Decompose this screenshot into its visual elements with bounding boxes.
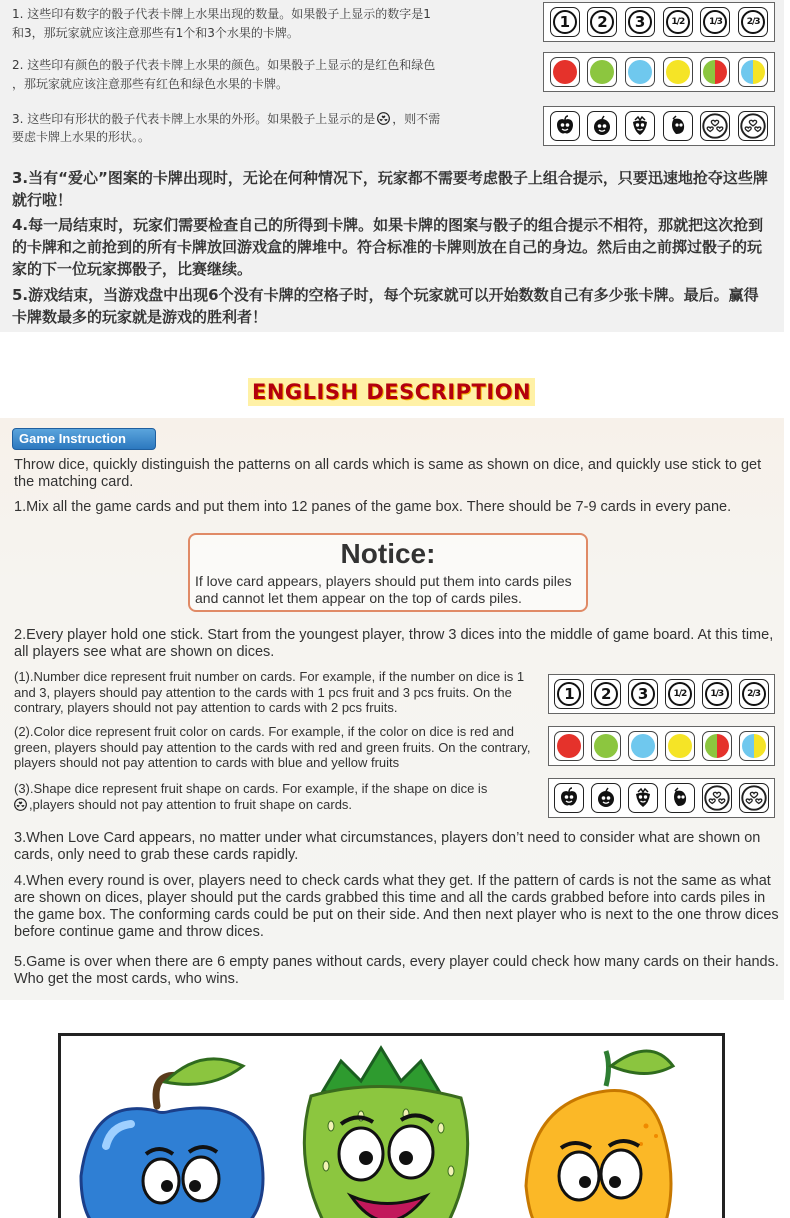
fraction-die: 1/2: [665, 679, 695, 709]
cn-paragraph-5: 5.游戏结束，当游戏盘中出现6个没有卡牌的空格子时，每个玩家就可以开始数数自己有多少张卡牌。最后。赢得卡牌数最多的玩家就是游戏的胜利者！: [12, 286, 759, 326]
orange-face-icon: [587, 111, 617, 141]
fruit-characters-illustration: [58, 1033, 725, 1218]
notice-text: If love card appears, players should put them into cards piles and cannot let them appear on the top of cards piles.: [195, 573, 572, 606]
blue-yellow-die: [738, 57, 768, 87]
number-die: 3: [625, 7, 655, 37]
cn-line-3a-text: 3. 这些印有形状的骰子代表卡牌上水果的外形。如果骰子上显示的是: [12, 112, 376, 126]
fraction-die: 1/3: [702, 679, 732, 709]
chinese-instructions: [0, 0, 784, 332]
sub-step-3-text-a: (3).Shape dice represent fruit shape on cards. For example, if the shape on dice is: [14, 781, 488, 796]
notice-box: [188, 533, 588, 612]
love-card-icon: [700, 111, 730, 141]
cn-line-1b: 和3，那玩家就应该注意那些有1个和3个水果的卡牌。: [12, 26, 299, 40]
cn-line-2a: 2. 这些印有颜色的骰子代表卡牌上水果的颜色。如果骰子上显示的是红色和绿色: [12, 58, 436, 72]
cn-paragraph-4: 4.每一局结束时，玩家们需要检查自己的所得到卡牌。如果卡牌的图案与骰子的组合提示不相符，那就把这次抢到的卡牌和之前抢到的所有卡牌放回游戏盒的牌堆中。符合标准的卡牌则放在自己的身边。然后由之前掷过骰子的玩家的下一位玩家掷骰子，比赛继续。: [12, 216, 764, 278]
number-die: 2: [587, 7, 617, 37]
number-dice-row: [543, 2, 775, 42]
game-instruction-badge: Game Instruction: [12, 428, 156, 450]
love-card-icon: [738, 111, 768, 141]
cn-line-2b: ，那玩家就应该注意那些有红色和绿色水果的卡牌。: [12, 77, 289, 91]
orange-face-icon: [591, 783, 621, 813]
green-die: [591, 731, 621, 761]
cn-line-3a-end: ，则不需: [392, 112, 441, 126]
red-die: [550, 57, 580, 87]
number-die: 2: [591, 679, 621, 709]
step-3: 3.When Love Card appears, no matter under what circumstances, players don’t need to consider what are shown on cards, only need to grab these cards rapidly.: [14, 830, 761, 863]
cn-paragraph-3: 3.当有“爱心”图案的卡牌出现时，无论在何种情况下，玩家都不需要考虑骰子上组合提示，只要迅速地抢夺这些牌就行啦！: [12, 169, 768, 209]
step-5: 5.Game is over when there are 6 empty panes without cards, every player could check how many cards on their hands. Who get the most cards, who wins.: [14, 954, 779, 987]
eggplant-face-icon: [663, 111, 693, 141]
step-2: 2.Every player hold one stick. Start from the youngest player, throw 3 dices into the middle of game board. At this time, all players see what are shown on dices.: [14, 627, 774, 660]
english-description-banner: ENGLISH DESCRIPTION: [248, 378, 535, 406]
apple-face-icon: [554, 783, 584, 813]
shape-dice-row: [543, 106, 775, 146]
green-strawberry-character: [304, 1048, 467, 1218]
sub-step-2-color-dice: (2).Color dice represent fruit color on cards. For example, if the color on dice is red and green, players should pay attention to the cards with red and green fruits. On the contrary, players should not pay attention to cards with blue and yellow fruits: [14, 724, 531, 770]
color-dice-row: [548, 726, 775, 766]
shape-dice-row: [548, 778, 775, 818]
cn-line-3b: 要虑卡牌上水果的形状。。: [12, 130, 151, 144]
number-die: 1: [550, 7, 580, 37]
color-dice-row: [543, 52, 775, 92]
notice-title: Notice:: [340, 538, 436, 569]
love-dice-icon: [377, 112, 390, 131]
love-card-icon: [702, 783, 732, 813]
blue-apple-character: [81, 1059, 263, 1218]
strawberry-face-icon: [625, 111, 655, 141]
eggplant-face-icon: [665, 783, 695, 813]
number-die: 3: [628, 679, 658, 709]
yellow-die: [665, 731, 695, 761]
love-dice-icon: [14, 798, 27, 815]
number-die: 1: [554, 679, 584, 709]
number-dice-row: [548, 674, 775, 714]
green-die: [587, 57, 617, 87]
sub-step-3-text-b: ,players should not pay attention to fruit shape on cards.: [29, 796, 353, 812]
step-1: 1.Mix all the game cards and put them into 12 panes of the game box. There should be 7-9 cards in every pane.: [14, 499, 732, 515]
fraction-die: 2/3: [738, 7, 768, 37]
red-die: [554, 731, 584, 761]
blue-die: [625, 57, 655, 87]
fraction-die: 1/2: [663, 7, 693, 37]
yellow-mango-character: [526, 1051, 673, 1218]
cn-line-1a: 1. 这些印有数字的骰子代表卡牌上水果出现的数量。如果骰子上显示的数字是1: [12, 7, 431, 21]
step-4: 4.When every round is over, players need to check cards what they get. If the pattern of cards is not the same as what are shown on dices, player should put the cards grabbed this time and all the cards grabbed before into cards piles in the game box. The conforming cards could be put on their side. And then next player who is next to the one throw dices before continue game and throw dices.: [14, 873, 779, 940]
love-card-icon: [739, 783, 769, 813]
apple-face-icon: [550, 111, 580, 141]
fraction-die: 1/3: [700, 7, 730, 37]
blue-yellow-die: [739, 731, 769, 761]
intro-paragraph: Throw dice, quickly distinguish the patterns on all cards which is same as shown on dice, and quickly use stick to get the matching card.: [14, 457, 762, 490]
sub-step-3-shape-dice: [14, 781, 549, 814]
red-green-die: [702, 731, 732, 761]
sub-step-1-number-dice: (1).Number dice represent fruit number on cards. For example, if the number on dice is 1 and 3, players should pay attention to the cards with 1 pcs fruit and 3 pcs fruits. On the contrary, players should not pay attention to cards with 2 pcs fruits.: [14, 669, 525, 715]
blue-die: [628, 731, 658, 761]
fraction-die: 2/3: [739, 679, 769, 709]
strawberry-face-icon: [628, 783, 658, 813]
yellow-die: [663, 57, 693, 87]
red-green-die: [700, 57, 730, 87]
